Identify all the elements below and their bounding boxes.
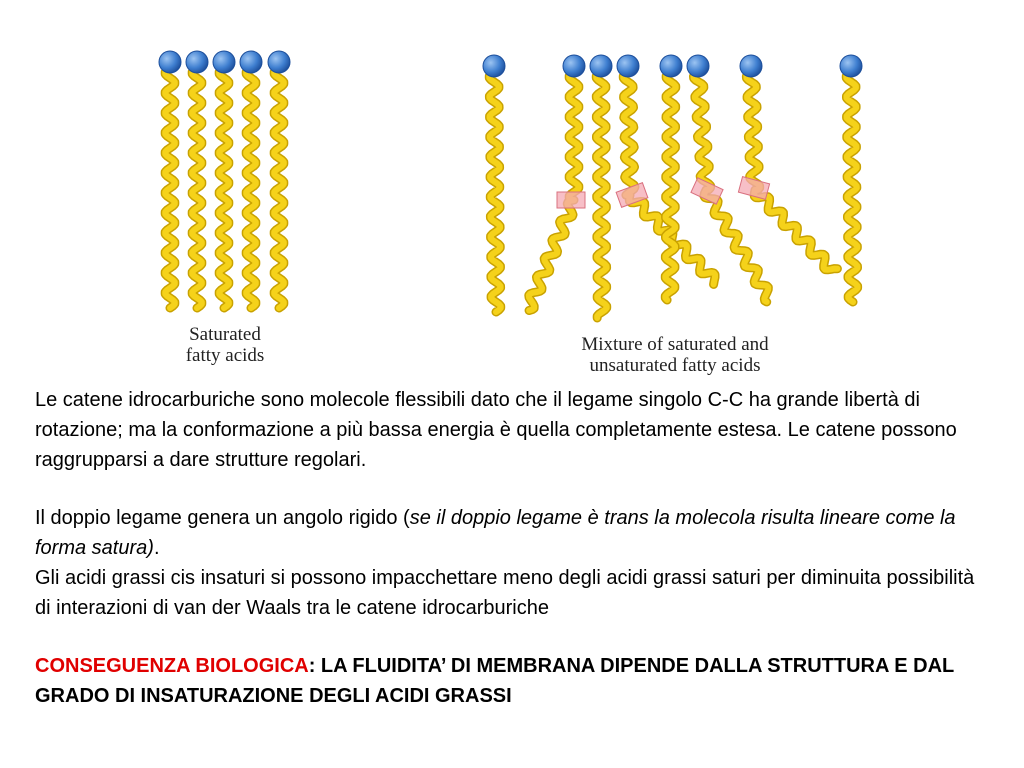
conclusion-text: : LA FLUIDITA’ DI MEMBRANA DIPENDE DALLA STRUTTURA E DAL GRADO DI INSATURAZIONE DEGLI ACIDI GRASSI [35, 655, 954, 707]
double-bond-marker [691, 178, 723, 204]
mixture-caption [520, 334, 830, 376]
mixture-caption-line-1: Mixture of saturated and [581, 334, 769, 355]
saturated-fatty-acid [213, 51, 235, 308]
saturated-fatty-acids-illustration [159, 51, 290, 308]
saturated-caption-line-2: fatty acids [185, 345, 265, 366]
body-text [35, 385, 995, 711]
polar-head [240, 51, 262, 73]
saturated-caption [150, 324, 300, 366]
polar-head [687, 55, 709, 77]
mixture-fatty-acids-illustration [483, 55, 862, 318]
polar-head [159, 51, 181, 73]
paragraph-double-bond-end: . [153, 537, 160, 559]
polar-head [268, 51, 290, 73]
mixture-caption-line-2: unsaturated fatty acids [589, 355, 761, 376]
saturated-fatty-acid [186, 51, 208, 308]
paragraph-flexibility: Le catene idrocarburiche sono molecole flessibili dato che il legame singolo C-C ha grande libertà di rotazione; ma la conformazione a più bassa energia è quella completamente estesa. Le catene possono raggrupparsi a dare strutture regolari. [35, 389, 957, 471]
fatty-acids-figure [0, 0, 1024, 380]
polar-head [563, 55, 585, 77]
polar-head [660, 55, 682, 77]
polar-head [483, 55, 505, 77]
saturated-fatty-acid [268, 51, 290, 308]
polar-head [617, 55, 639, 77]
paragraph-double-bond-italic: se il doppio legame è trans la molecola risulta lineare come la forma satura) [35, 507, 956, 559]
paragraph-double-bond [35, 503, 995, 563]
hydrocarbon-chain [529, 72, 579, 311]
saturated-caption-line-1: Saturated [189, 324, 261, 345]
unsaturated-fatty-acid [529, 55, 585, 311]
saturated-fatty-acid [590, 55, 612, 318]
polar-head [213, 51, 235, 73]
unsaturated-fatty-acid [738, 55, 837, 270]
polar-head [840, 55, 862, 77]
double-bond-marker [738, 177, 769, 200]
paragraph-cis-packing: Gli acidi grassi cis insaturi si possono impacchettare meno degli acidi grassi saturi per diminuita possibilità di interazioni di van der Waals tra le catene idrocarburiche [35, 567, 975, 619]
polar-head [186, 51, 208, 73]
conclusion [35, 651, 995, 711]
polar-head [740, 55, 762, 77]
conclusion-label: CONSEGUENZA BIOLOGICA [35, 655, 309, 677]
polar-head [590, 55, 612, 77]
saturated-fatty-acid [159, 51, 181, 308]
saturated-fatty-acid [840, 55, 862, 302]
saturated-fatty-acid [483, 55, 505, 312]
double-bond-marker [557, 192, 585, 208]
saturated-fatty-acid [660, 55, 682, 300]
saturated-fatty-acid [240, 51, 262, 308]
hydrocarbon-chain [489, 72, 500, 312]
paragraph-double-bond-start: Il doppio legame genera un angolo rigido ( [35, 507, 410, 529]
